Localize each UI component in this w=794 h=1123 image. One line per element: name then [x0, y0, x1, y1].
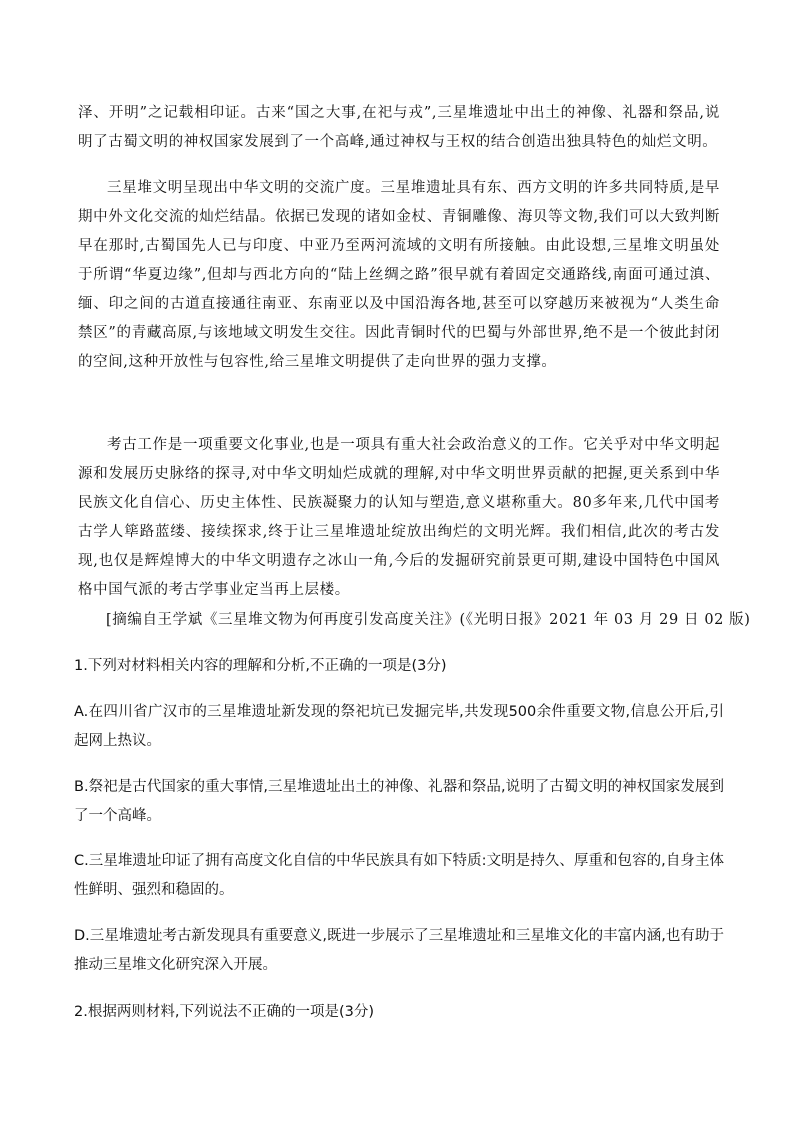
question-1-option-b: B.祭祀是古代国家的重大事情,三星堆遗址出土的神像、礼器和祭品,说明了古蜀文明的神权国家发展到了一个高峰。	[74, 779, 724, 824]
question-1-option-d: D.三星堆遗址考古新发现具有重要意义,既进一步展示了三星堆遗址和三星堆文化的丰富内涵,也有助于推动三星堆文化研究深入开展。	[74, 928, 724, 973]
passage-paragraph-exchange: 三星堆文明呈现出中华文明的交流广度。三星堆遗址具有东、西方文明的许多共同特质,是早期中外文化交流的灿烂结晶。依据已发现的诸如金杖、青铜雕像、海贝等文物,我们可以大致判断早在那时,古蜀国先人已与印度、中亚乃至两河流域的文明有所接触。由此设想,三星堆文明虽处于所谓“华夏边缘”,但却与西北方向的“陆上丝绸之路”很早就有着固定交通路线,南面可通过滇、缅、印之间的古道直接通往南亚、东南亚以及中国沿海各地,甚至可以穿越历来被视为“人类生命禁区”的青藏高原,与该地域文明发生交往。因此青铜时代的巴蜀与外部世界,绝不是一个彼此封闭的空间,这种开放性与包容性,给三星堆文明提供了走向世界的强力支撑。	[78, 180, 720, 370]
passage-paragraph-archaeology: 考古工作是一项重要文化事业,也是一项具有重大社会政治意义的工作。它关乎对中华文明起源和发展历史脉络的探寻,对中华文明灿烂成就的理解,对中华文明世界贡献的把握,更关系到中华民族文化自信心、历史主体性、民族凝聚力的认知与塑造,意义堪称重大。80多年来,几代中国考古学人筚路蓝缕、接续探求,终于让三星堆遗址绽放出绚烂的文明光辉。我们相信,此次的考古发现,也仅是辉煌博大的中华文明遗存之冰山一角,今后的发掘研究前景更可期,建设中国特色中国风格中国气派的考古学事业定当再上层楼。	[78, 437, 720, 598]
question-2-stem: 2.根据两则材料,下列说法不正确的一项是(3分)	[74, 1004, 374, 1020]
passage-paragraph-continued: 泽、开明”之记载相印证。古来“国之大事,在祀与戎”,三星堆遗址中出土的神像、礼器和祭品,说明了古蜀文明的神权国家发展到了一个高峰,通过神权与王权的结合创造出独具特色的灿烂文明。	[78, 105, 720, 150]
question-1-stem: 1.下列对材料相关内容的理解和分析,不正确的一项是(3分)	[74, 658, 447, 674]
question-1-option-c: C.三星堆遗址印证了拥有高度文化自信的中华民族具有如下特质:文明是持久、厚重和包容的,自身主体性鲜明、强烈和稳固的。	[74, 853, 724, 898]
source-citation: [摘编自王学斌《三星堆文物为何再度引发高度关注》(《光明日报》2021 年 03 月 29 日 02 版)	[106, 612, 751, 628]
question-1-option-a: A.在四川省广汉市的三星堆遗址新发现的祭祀坑已发掘完毕,共发现500余件重要文物,信息公开后,引起网上热议。	[74, 704, 724, 749]
